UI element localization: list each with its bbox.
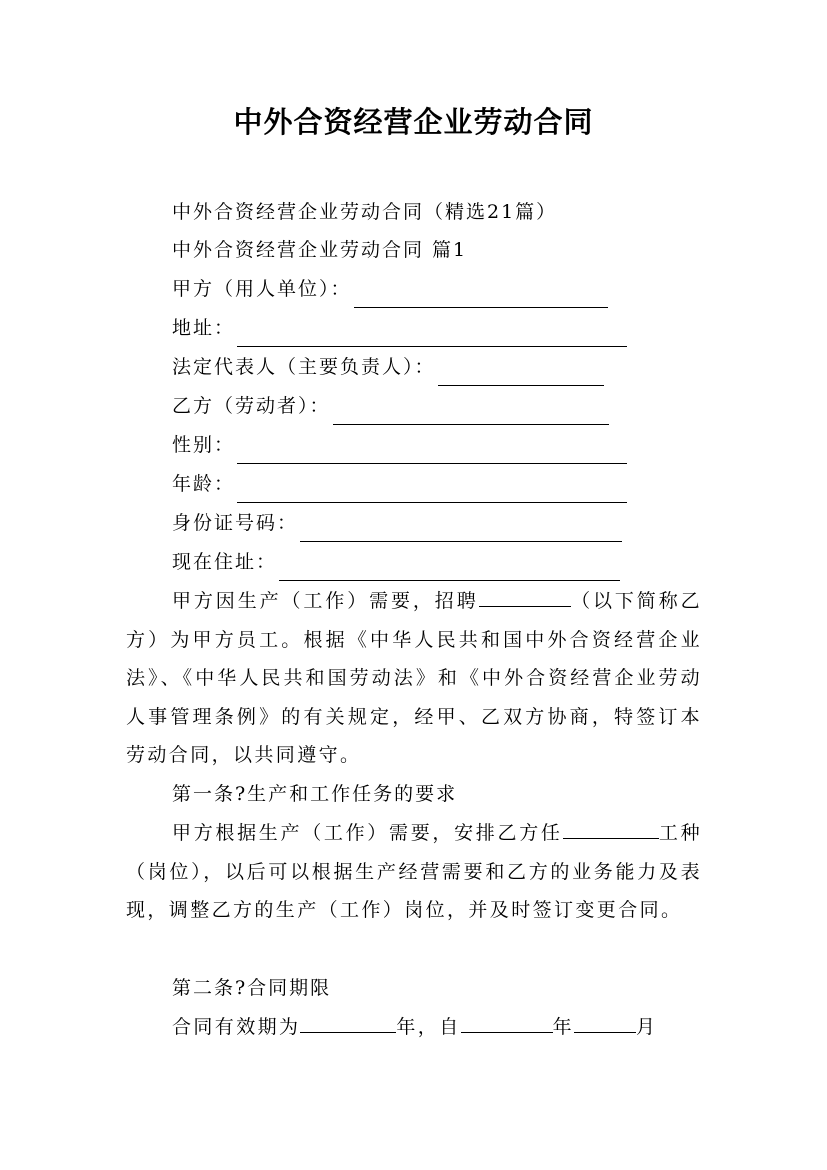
- article-1-heading: 第一条?生产和工作任务的要求: [172, 783, 458, 805]
- fill-blank: [300, 1008, 396, 1033]
- paragraph-text: 工种（岗位），以后可以根据生产经营需要和乙方的业务能力及表现，调整乙方的生产（工作）岗位，并及时签订变更合同。: [126, 822, 702, 921]
- field-gender: [172, 426, 627, 464]
- document-title: 中外合资经营企业劳动合同: [233, 105, 594, 139]
- intro-paragraph: [126, 582, 702, 775]
- paragraph-text: 月: [636, 1016, 658, 1038]
- field-age: [172, 465, 627, 503]
- fill-blank: [333, 398, 609, 425]
- fill-blank: [354, 281, 608, 308]
- fill-blank: [479, 582, 571, 607]
- document-subtitle: 中外合资经营企业劳动合同（精选21篇）: [172, 201, 558, 223]
- field-label: 现在住址：: [172, 551, 278, 573]
- field-employer: [172, 270, 608, 308]
- field-legal-rep: [172, 348, 604, 386]
- paragraph-text: 年，自: [396, 1016, 461, 1038]
- fill-blank: [279, 554, 620, 581]
- fill-blank: [237, 437, 627, 464]
- field-id-number: [172, 504, 622, 542]
- field-label: 乙方（劳动者）：: [172, 395, 331, 417]
- field-address: [172, 309, 627, 347]
- fill-blank: [574, 1008, 636, 1033]
- paragraph-text: 合同有效期为: [172, 1016, 301, 1038]
- paragraph-text: （以下简称乙方）为甲方员工。根据《中华人民共和国中外合资经营企业法》、《中华人民共和国劳动法》和《中外合资经营企业劳动人事管理条例》的有关规定，经甲、乙双方协商，特签订本劳动合同，以共同遵守。: [126, 590, 702, 766]
- field-label: 身份证号码：: [172, 512, 299, 534]
- paragraph-text: 甲方因生产（工作）需要，招聘: [172, 590, 479, 612]
- field-label: 年龄：: [172, 473, 236, 495]
- fill-blank: [461, 1008, 553, 1033]
- article-1-paragraph: [126, 814, 702, 930]
- field-current-address: [172, 543, 620, 581]
- fill-blank: [300, 515, 622, 542]
- paragraph-text: 甲方根据生产（工作）需要，安排乙方任: [172, 822, 563, 844]
- field-label: 地址：: [172, 317, 236, 339]
- field-employee: [172, 387, 609, 425]
- field-label: 法定代表人（主要负责人）：: [172, 356, 436, 378]
- paragraph-text: 年: [552, 1016, 575, 1038]
- field-label: 性别：: [172, 434, 236, 456]
- fill-blank: [237, 320, 627, 347]
- article-2-paragraph: [126, 1008, 702, 1047]
- fill-blank: [563, 814, 659, 839]
- article-2-heading: 第二条?合同期限: [172, 977, 332, 999]
- field-label: 甲方（用人单位）：: [172, 278, 352, 300]
- fill-blank: [438, 359, 604, 386]
- fill-blank: [237, 476, 627, 503]
- section-heading: 中外合资经营企业劳动合同 篇1: [172, 239, 468, 261]
